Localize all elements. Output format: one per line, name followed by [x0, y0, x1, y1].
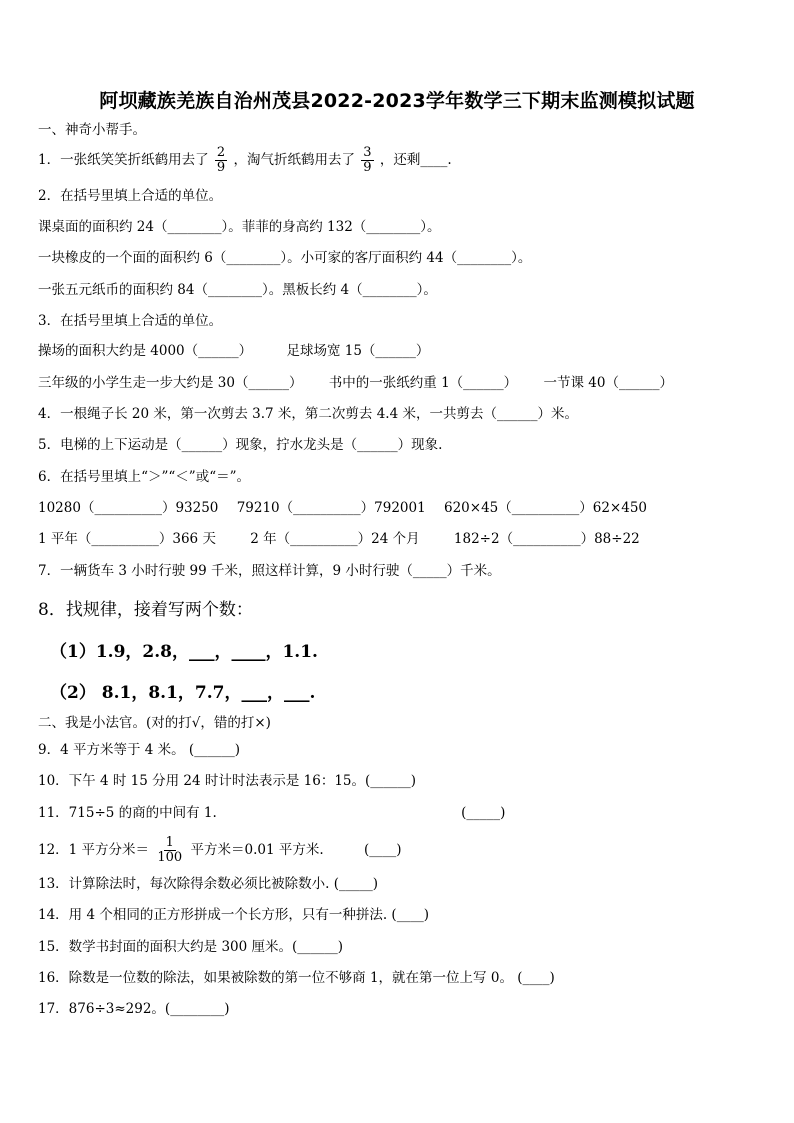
question-11-text: 11．715÷5 的商的中间有 1. — [38, 805, 217, 821]
question-1 — [38, 146, 452, 175]
question-8-heading: 8．找规律，接着写两个数： — [38, 600, 253, 620]
fraction-one-hundredth — [155, 836, 184, 865]
question-2-line-2: 一块橡皮的一个面的面积约 6（________）。小可家的客厅面积约 44（________）。 — [38, 250, 532, 266]
question-2-line-3: 一张五元纸币的面积约 84（________）。黑板长约 4（________）。 — [38, 282, 437, 298]
comparison-item: 620×45（__________）62×450 — [443, 500, 647, 516]
question-12-text-a: 12．1 平方分米＝ — [38, 842, 150, 858]
question-9: 9．4 平方米等于 4 米。 (______) — [38, 742, 240, 758]
question-6-row-1 — [38, 498, 647, 518]
fraction-numerator: 3 — [363, 145, 372, 160]
fraction-denominator: 100 — [157, 850, 183, 865]
comparison-item: 1 平年（__________）366 天 — [38, 531, 216, 547]
question-16: 16．除数是一位数的除法，如果被除数的第一位不够商 1，就在第一位上写 0。 (____) — [38, 970, 555, 986]
question-3-line-2 — [38, 373, 673, 393]
question-5: 5．电梯的上下运动是（______）现象，拧水龙头是（______）现象. — [38, 437, 443, 453]
comparison-item: 2 年（__________）24 个月 — [250, 531, 420, 547]
question-3-line-1 — [38, 341, 429, 361]
question-17: 17．876÷3≈292。(________) — [38, 1001, 230, 1017]
question-3-item-football-field: 足球场宽 15（______） — [286, 343, 430, 359]
answer-bracket: (____) — [363, 842, 402, 858]
comparison-item: 182÷2（__________）88÷22 — [453, 531, 640, 547]
comparison-item: 10280（__________）93250 — [38, 500, 219, 516]
question-2-line-1: 课桌面的面积约 24（________）。菲菲的身高约 132（________）。 — [38, 219, 441, 235]
fraction-two-ninths — [215, 146, 227, 175]
question-6-row-2 — [38, 529, 640, 549]
question-2-heading: 2．在括号里填上合适的单位。 — [38, 188, 223, 204]
question-12 — [38, 836, 401, 865]
question-6-heading: 6．在括号里填上“＞”“＜”或“＝”。 — [38, 469, 250, 485]
answer-bracket: (_____) — [461, 805, 506, 821]
question-14: 14．用 4 个相同的正方形拼成一个长方形，只有一种拼法. (____) — [38, 907, 429, 923]
fraction-denominator: 9 — [216, 160, 226, 175]
question-3-item-lesson: 一节课 40（______） — [543, 375, 673, 391]
question-12-text-b: 平方米＝0.01 平方米. — [190, 842, 324, 858]
question-13: 13．计算除法时，每次除得余数必须比被除数小. (_____) — [38, 876, 379, 892]
question-15: 15．数学书封面的面积大约是 300 厘米。(______) — [38, 939, 344, 955]
question-4: 4．一根绳子长 20 米，第一次剪去 3.7 米，第二次剪去 4.4 米，一共剪去（______）米。 — [38, 406, 578, 422]
section-one-heading: 一、神奇小帮手。 — [38, 122, 146, 138]
page-title: 阿坝藏族羌族自治州茂县2022-2023学年数学三下期末监测模拟试题 — [99, 90, 695, 112]
question-1-text-b: ，淘气折纸鹤用去了 — [233, 152, 355, 168]
question-8-part-2: （2） 8.1，8.1，7.7，___，___. — [50, 683, 316, 703]
question-10: 10．下午 4 时 15 分用 24 时计时法表示是 16：15。(______) — [38, 773, 417, 789]
question-1-text-c: ，还剩____. — [379, 152, 452, 168]
question-1-text-a: 1．一张纸笑笑折纸鹤用去了 — [38, 152, 209, 168]
question-3-item-step: 三年级的小学生走一步大约是 30（______） — [38, 375, 303, 391]
question-3-item-playground: 操场的面积大约是 4000（______） — [38, 343, 253, 359]
question-7: 7．一辆货车 3 小时行驶 99 千米，照这样计算，9 小时行驶（_____）千米。 — [38, 563, 501, 579]
fraction-numerator: 1 — [165, 835, 174, 850]
fraction-three-ninths — [361, 146, 373, 175]
fraction-numerator: 2 — [216, 145, 226, 160]
question-3-item-paper: 书中的一张纸约重 1（______） — [328, 375, 518, 391]
section-two-heading: 二、我是小法官。(对的打√，错的打×) — [38, 715, 271, 731]
question-8-part-1: （1）1.9，2.8，___，____，1.1. — [50, 642, 318, 662]
question-11 — [38, 803, 505, 823]
comparison-item: 79210（__________）792001 — [236, 500, 426, 516]
question-3-heading: 3．在括号里填上合适的单位。 — [38, 313, 223, 329]
fraction-denominator: 9 — [363, 160, 372, 175]
